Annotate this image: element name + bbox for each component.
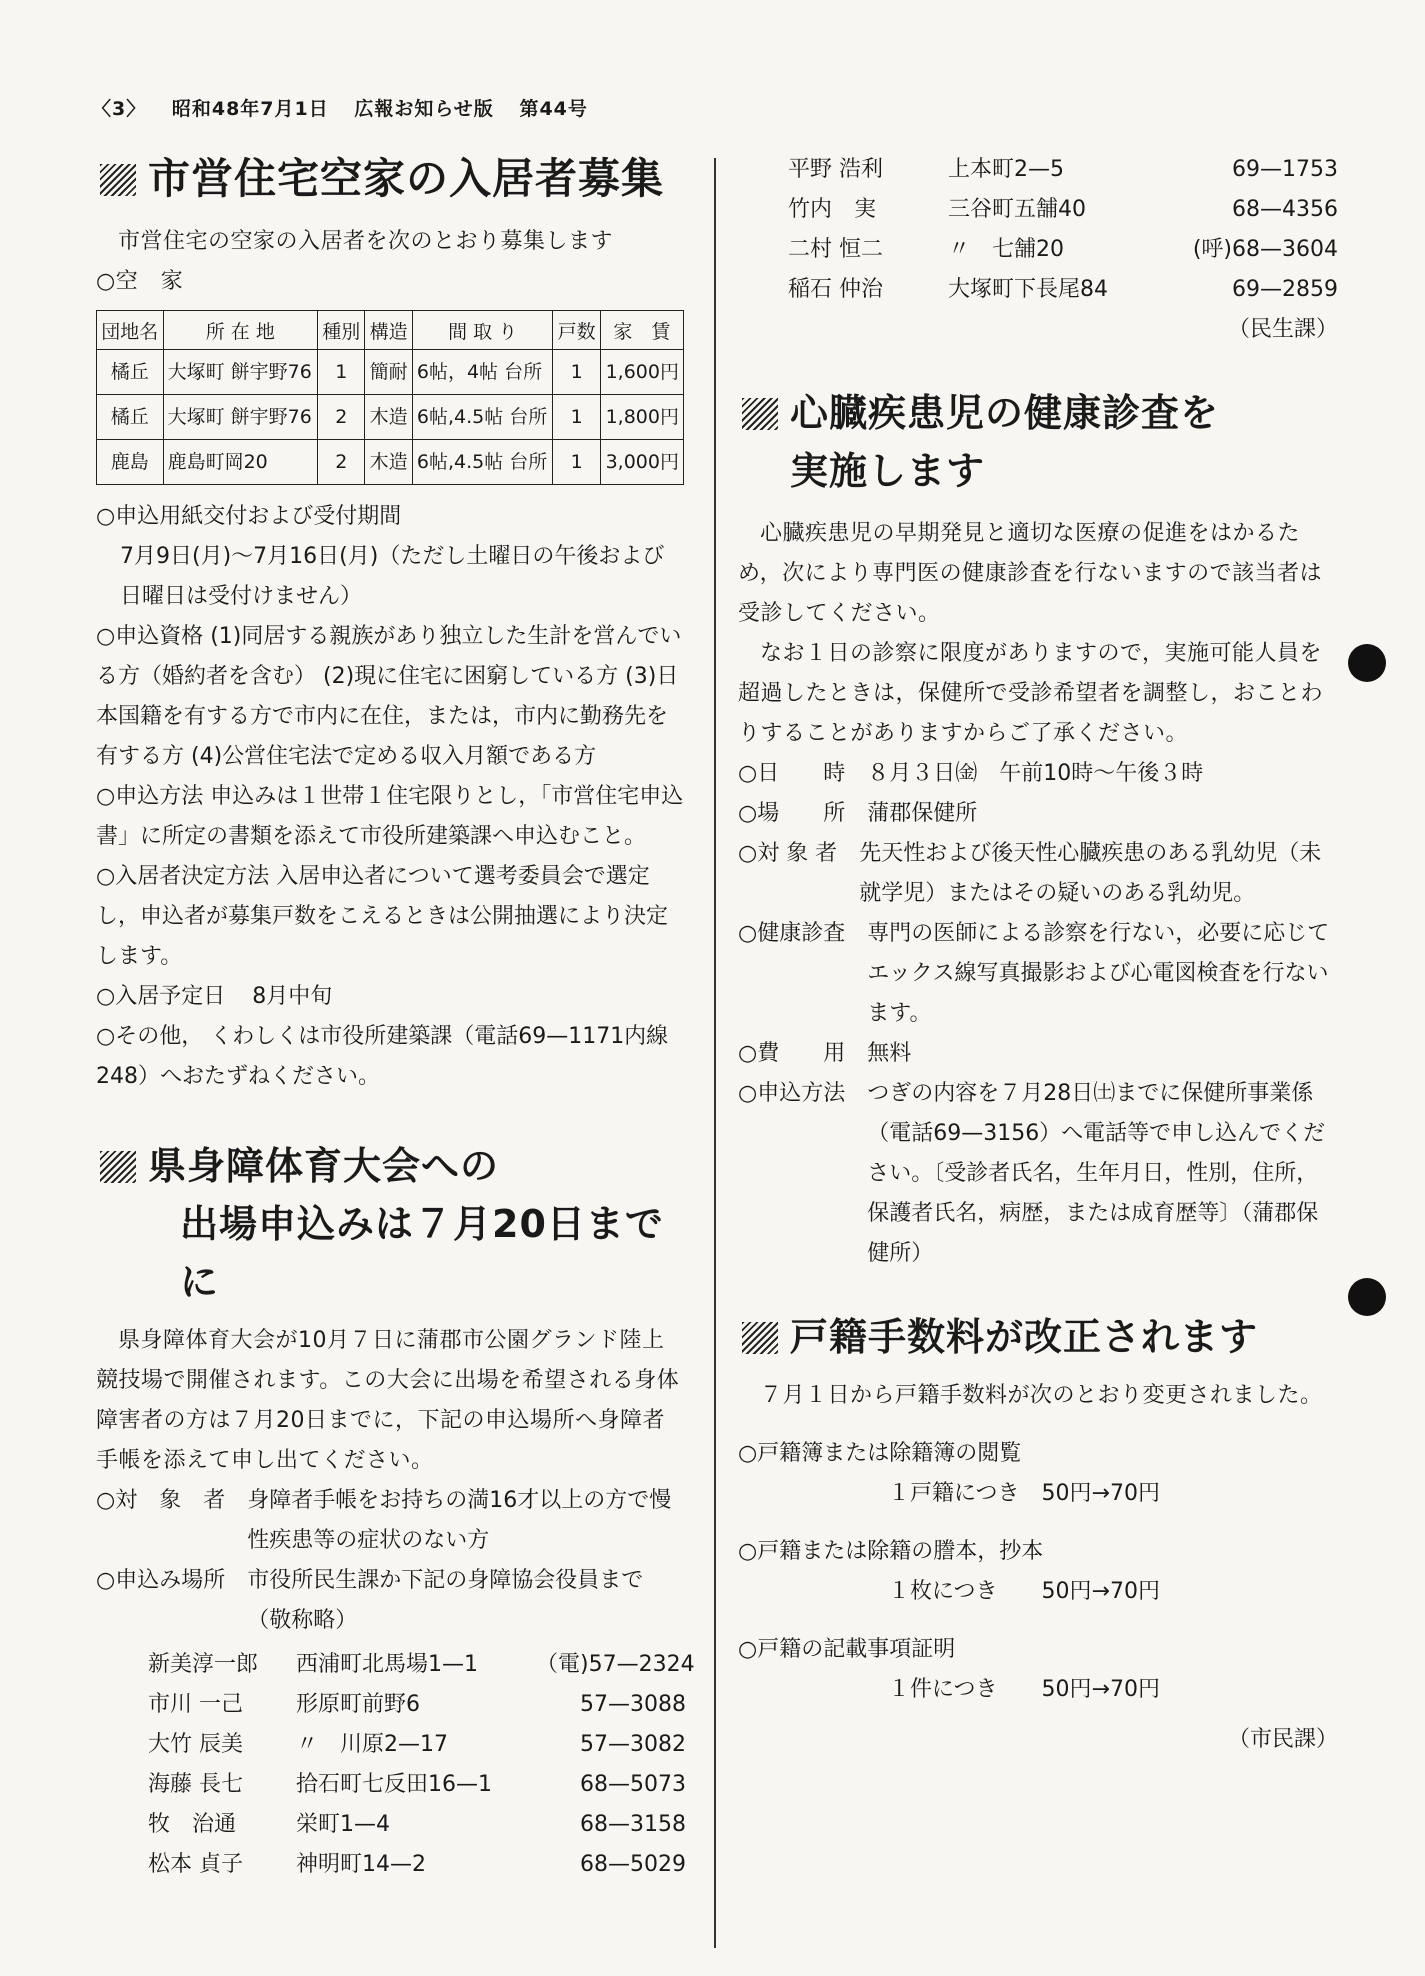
other-block [96,1017,686,1097]
sports-place-label: ○申込み場所 [96,1568,248,1593]
fees-article [738,1308,1338,1760]
period-label: ○申込用紙交付および受付期間 [96,504,402,529]
header-structure: 構造 [365,311,412,350]
housing-intro: 市営住宅の空家の入居者を次のとおり募集します [118,229,614,254]
housing-article [96,150,686,1097]
left-column [96,150,695,1885]
cell: 6帖,4.5帖 台所 [412,395,553,440]
publication-name: 広報お知らせ版 [354,98,494,120]
heart-place-label: ○場 所 [738,801,868,826]
cell: 6帖，4帖 台所 [412,350,553,395]
cell: 鹿島 [97,440,164,485]
sports-target [96,1481,686,1561]
hatch-marker-icon [742,398,778,430]
sports-place-text: 市役所民生課か下記の身障協会役員まで（敬称略） [247,1568,644,1633]
sports-title-line2: 出場申込みは７月20日までに [180,1202,664,1304]
header-danchi: 団地名 [97,311,164,350]
hatch-marker-icon [100,164,136,196]
header-units: 戸数 [553,311,600,350]
decision-label: ○入居者決定方法 [96,864,270,889]
cell: 3,000円 [600,440,683,485]
period-text: 7月9日(月)〜7月16日(月)（ただし土曜日の午後および日曜日は受付けません） [120,544,665,609]
list-item: 市川 一己 形原町前野6 57—3088 [148,1692,686,1717]
cell: 2 [318,440,365,485]
sports-title: 県身障体育大会への [96,1137,686,1195]
list-item: 稲石 仲治 大塚町下長尾84 69—2859 [788,277,1338,302]
sports-intro: 県身障体育大会が10月７日に蒲郡市公園グランド陸上競技場で開催されます。この大会に出場を希望される身体障害者の方は７月20日までに，下記の申込場所へ身障者手帳を添えて申し出てください。 [96,1328,680,1473]
header-layout: 間 取 り [412,311,553,350]
qualification-text: (1)同居する親族があり独立した生計を営んでいる方（婚約者を含む） (2)現に住宅に困窮している方 (3)日本国籍を有する方で市内に在住，または，市内に勤務先を有する方 (4)公営住宅法で定める収入月額である方 [96,624,682,769]
list-item: 平野 浩利 上本町2—5 69—1753 [788,157,1338,182]
page-number: 〈3〉 [92,98,147,120]
table-row [97,440,684,485]
heart-cost [738,1034,1338,1074]
list-item: 牧 治通 栄町1—4 68—3158 [148,1812,686,1837]
list-item: 竹内 実 三谷町五舗40 68—4356 [788,197,1338,222]
list-item: 二村 恒二 〃 七舗20 (呼)68—3604 [788,237,1338,262]
heart-exam [738,914,1338,1034]
vacant-label: ○空 家 [96,269,184,294]
sports-place [96,1561,686,1641]
binding-hole-icon [1348,1278,1386,1316]
fee-item-head: ○戸籍または除籍の謄本，抄本 [738,1539,1044,1564]
sports-target-text: 身障者手帳をお持ちの満16才以上の方で慢性疾患等の症状のない方 [247,1488,672,1553]
heart-apply-text: つぎの内容を７月28日㈯までに保健所事業係（電話69—3156）へ電話等で申し込んでください。〔受診者氏名，生年月日，性別，住所，保護者氏名，病歴，または成育歴等〕（蒲郡保健所） [867,1081,1326,1266]
heart-target-text: 先天性および後天性心臓疾患のある乳幼児（未就学児）またはその疑いのある乳幼児。 [859,841,1322,906]
heart-article [738,384,1338,1274]
heart-date-text: ８月３日㈮ 午前10時〜午後３時 [867,761,1204,786]
heart-title-line2: 実施します [790,449,986,493]
list-item: 新美淳一郎 西浦町北馬場1—1 （電)57—2324 [148,1652,695,1677]
heart-cost-label: ○費 用 [738,1041,868,1066]
cell: 1,600円 [600,350,683,395]
list-item: 松本 貞子 神明町14—2 68—5029 [148,1852,686,1877]
fee-item-head: ○戸籍の記載事項証明 [738,1637,956,1662]
fee-item-head: ○戸籍簿または除籍簿の閲覧 [738,1441,1022,1466]
heart-para1: 心臓疾患児の早期発見と適切な医療の促進をはかるため，次により専門医の健康診査を行ないますので該当者は受診してください。 [738,521,1323,626]
sports-target-label: ○対 象 者 [96,1488,248,1513]
table-row [97,395,684,440]
cell: 1 [553,395,600,440]
heart-exam-label: ○健康診査 [738,921,868,946]
cell: 2 [318,395,365,440]
cell: 橘丘 [97,395,164,440]
housing-table [96,310,684,485]
fees-intro: ７月１日から戸籍手数料が次のとおり変更されました。 [760,1383,1323,1408]
table-row [97,350,684,395]
cell: 橘丘 [97,350,164,395]
heart-date-label: ○日 時 [738,761,868,786]
cell: 大塚町 餅宇野76 [163,350,318,395]
hatch-marker-icon [100,1151,136,1183]
heart-place-text: 蒲郡保健所 [867,801,978,826]
page-header [92,94,606,121]
cell: 6帖,4.5帖 台所 [412,440,553,485]
move-in-block [96,977,686,1017]
hatch-marker-icon [742,1322,778,1354]
issue-number: 第44号 [519,98,588,120]
contact-list [96,1645,695,1885]
other-text: くわしくは市役所建築課（電話69—1171内線 248）へおたずねください。 [96,1024,669,1089]
fees-dept: （市民課） [1227,1727,1338,1752]
contact-list-continued [738,150,1338,350]
fees-title: 戸籍手数料が改正されます [738,1308,1338,1366]
header-rent: 家 賃 [600,311,683,350]
method-label: ○申込方法 [96,784,204,809]
heart-place [738,794,1338,834]
cell: 1 [553,350,600,395]
heart-title: 心臓疾患児の健康診査を [738,384,1338,442]
period-block [96,497,686,617]
table-header-row [97,311,684,350]
issue-date: 昭和48年7月1日 [171,98,329,120]
decision-block [96,857,686,977]
sports-article [96,1137,695,1885]
heart-para2: なお１日の診察に限度がありますので，実施可能人員を超過したときは，保健所で受診希望者を調整し，おことわりすることがありますからご了承ください。 [738,641,1324,746]
cell: 簡耐 [365,350,412,395]
heart-apply-label: ○申込方法 [738,1081,868,1106]
heart-apply [738,1074,1338,1274]
cell: 1 [318,350,365,395]
sports-dept: （民生課） [1227,317,1338,342]
header-location: 所 在 地 [163,311,318,350]
column-divider [714,158,716,1948]
move-in-label: ○入居予定日 [96,984,226,1009]
method-text: 申込みは１世帯１住宅限りとし，「市営住宅申込書」に所定の書類を添えて市役所建築課へ申込むこと。 [96,784,684,849]
housing-title: 市営住宅空家の入居者募集 [96,150,686,208]
cell: 木造 [365,395,412,440]
header-type: 種別 [318,311,365,350]
heart-exam-text: 専門の医師による診察を行ない，必要に応じてエックス線写真撮影および心電図検査を行ないます。 [867,921,1330,1026]
right-column [738,150,1338,1760]
heart-cost-text: 無料 [867,1041,912,1066]
cell: 大塚町 餅宇野76 [163,395,318,440]
qualification-label: ○申込資格 [96,624,204,649]
list-item: 海藤 長七 拾石町七反田16—1 68—5073 [148,1772,686,1797]
cell: 木造 [365,440,412,485]
heart-target [738,834,1338,914]
fee-item-detail: １戸籍につき 50円→70円 [888,1481,1160,1506]
cell: 1 [553,440,600,485]
heart-date [738,754,1338,794]
binding-hole-icon [1348,644,1386,682]
fee-item-detail: １枚につき 50円→70円 [888,1579,1160,1604]
cell: 鹿島町岡20 [163,440,318,485]
other-label: ○その他， [96,1024,204,1049]
move-in-text: 8月中旬 [252,984,333,1009]
heart-target-label: ○対 象 者 [738,841,860,866]
qualification-block [96,617,686,777]
method-block [96,777,686,857]
decision-text: 入居申込者について選考委員会で選定し，申込者が募集戸数をこえるときは公開抽選により決定します。 [96,864,669,969]
fee-item-detail: １件につき 50円→70円 [888,1677,1160,1702]
list-item: 大竹 辰美 〃 川原2—17 57—3082 [148,1732,686,1757]
cell: 1,800円 [600,395,683,440]
